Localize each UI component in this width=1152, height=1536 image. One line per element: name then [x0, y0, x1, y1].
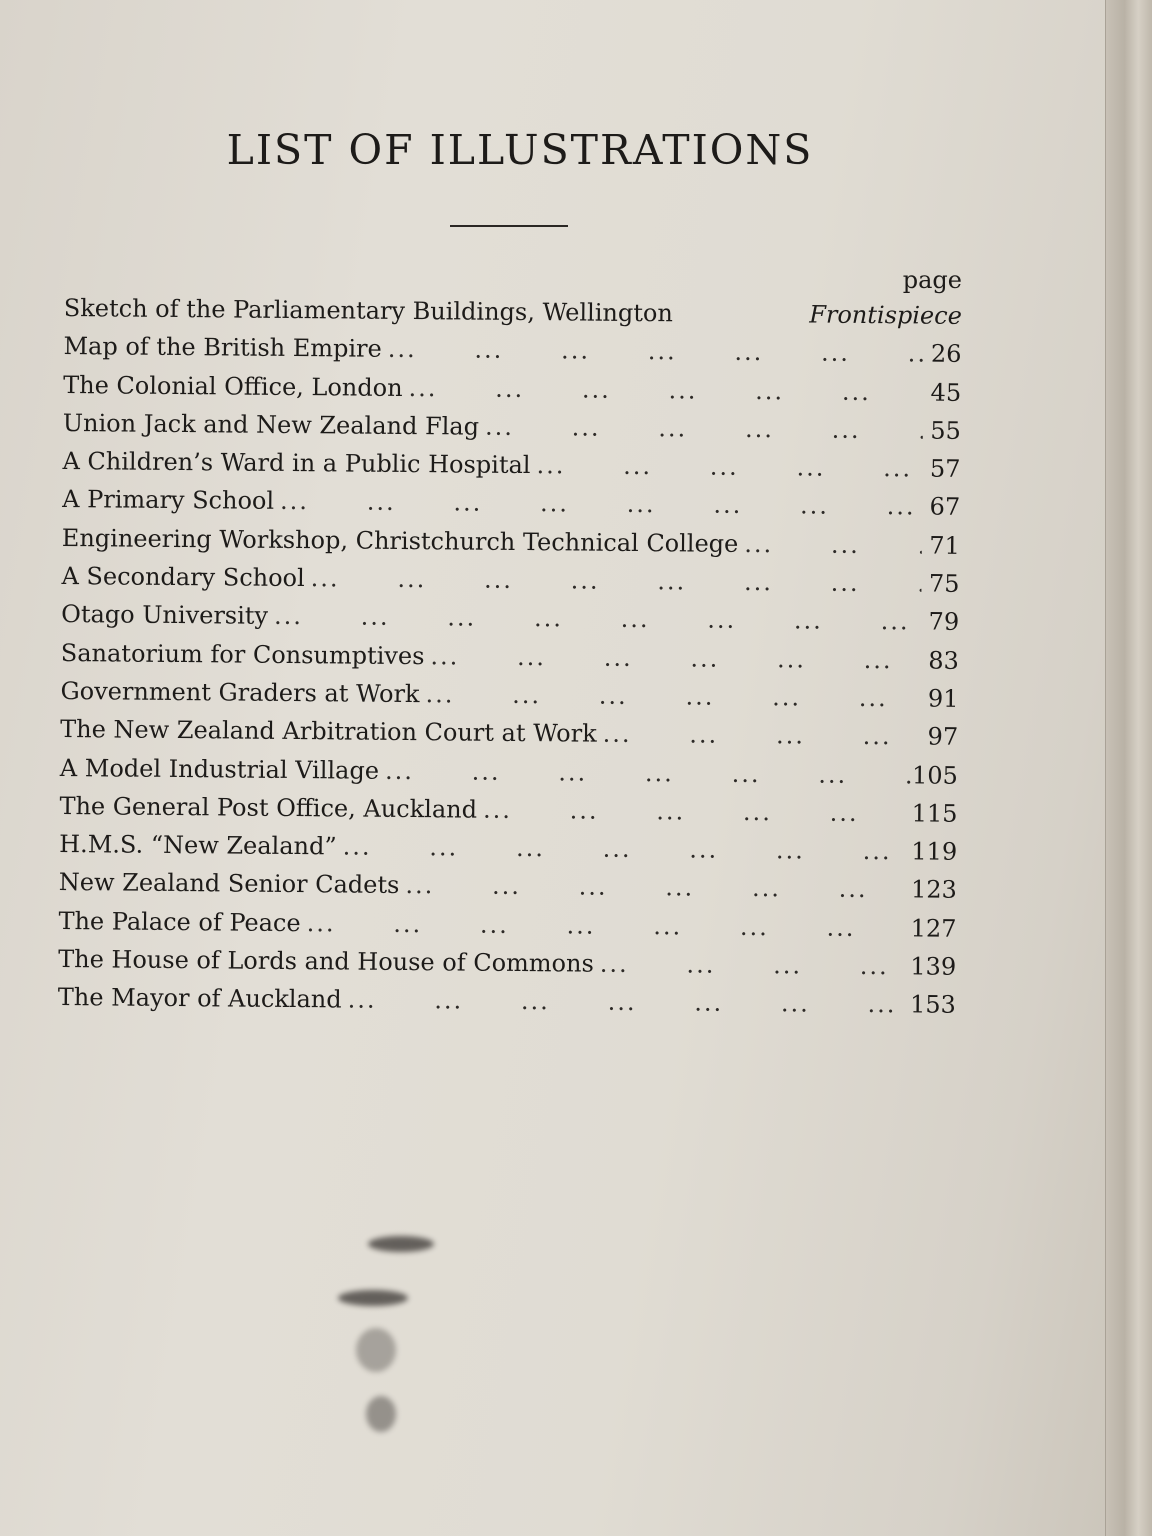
- ink-smudge: [356, 1328, 396, 1372]
- entry-title: A Model Industrial Village: [59, 753, 380, 785]
- entry-page: 105: [911, 760, 958, 790]
- dot-leader: [342, 986, 911, 1019]
- entry-page: 75: [928, 569, 960, 598]
- page-title: LIST OF ILLUSTRATIONS: [226, 126, 814, 174]
- dot-leader: [424, 642, 921, 674]
- dot-leader: [477, 795, 912, 827]
- entry-title: Government Graders at Work: [60, 676, 420, 709]
- ink-smudge: [368, 1236, 434, 1252]
- entry-page: 97: [927, 722, 959, 752]
- entry-title: The New Zealand Arbitration Court at Work: [60, 715, 597, 748]
- entry-title: Engineering Workshop, Christchurch Technical College: [61, 523, 739, 558]
- entry-title: A Secondary School: [61, 562, 305, 593]
- dot-leader: [597, 720, 921, 751]
- dot-leader: [301, 909, 911, 942]
- dot-leader: [399, 871, 911, 903]
- dot-leader: [337, 833, 912, 866]
- entry-page: 26: [930, 339, 962, 369]
- entry-title: The Colonial Office, London: [63, 370, 403, 402]
- entry-title: The General Post Office, Auckland: [59, 791, 478, 824]
- dot-leader: [402, 374, 923, 407]
- entry-page: Frontispiece: [809, 300, 962, 330]
- dot-leader: [268, 602, 921, 636]
- list-item: [58, 983, 956, 1029]
- dot-leader: [305, 564, 922, 597]
- entry-title: Sketch of the Parliamentary Buildings, Wellington: [63, 294, 673, 328]
- entry-title: New Zealand Senior Cadets: [58, 868, 400, 900]
- dot-leader: [530, 451, 922, 482]
- entry-title: A Children’s Ward in a Public Hospital: [62, 447, 531, 480]
- entry-page: 71: [929, 531, 960, 560]
- entry-page: 55: [930, 416, 961, 445]
- page-edge: [1105, 0, 1152, 1536]
- dot-leader: [479, 413, 923, 445]
- entry-page: 79: [928, 607, 960, 637]
- entry-page: 57: [929, 454, 961, 484]
- entry-page: 119: [911, 837, 958, 866]
- dot-leader: [382, 335, 924, 368]
- entry-title: The Mayor of Auckland: [57, 983, 342, 1014]
- dot-leader: [594, 950, 911, 981]
- entry-page: 153: [909, 990, 956, 1020]
- entry-page: 115: [911, 799, 958, 828]
- entry-title: H.M.S. “New Zealand”: [59, 830, 337, 861]
- entry-page: 45: [930, 378, 962, 407]
- entry-page: 91: [927, 684, 959, 713]
- entry-title: The House of Lords and House of Commons: [58, 945, 594, 978]
- entry-page: 83: [928, 646, 959, 675]
- entry-title: The Palace of Peace: [58, 906, 301, 937]
- entry-page: 123: [910, 875, 957, 905]
- entry-title: Otago University: [61, 600, 269, 631]
- entry-page: 139: [910, 952, 957, 981]
- dot-leader: [738, 530, 922, 560]
- title-rule: [450, 225, 568, 227]
- ink-smudge: [366, 1396, 396, 1432]
- page-column-label: page: [902, 266, 962, 294]
- dot-leader: [274, 487, 922, 521]
- entry-title: Sanatorium for Consumptives: [60, 638, 425, 670]
- entry-page: 67: [929, 493, 961, 522]
- ink-smudge: [338, 1290, 408, 1306]
- entry-title: Union Jack and New Zealand Flag: [62, 408, 480, 441]
- entry-title: Map of the British Empire: [63, 332, 382, 364]
- entry-page: 127: [910, 914, 957, 943]
- illustrations-list: [58, 294, 962, 1029]
- dot-leader: [419, 680, 920, 712]
- entry-title: A Primary School: [62, 485, 275, 516]
- dot-leader: [379, 756, 912, 789]
